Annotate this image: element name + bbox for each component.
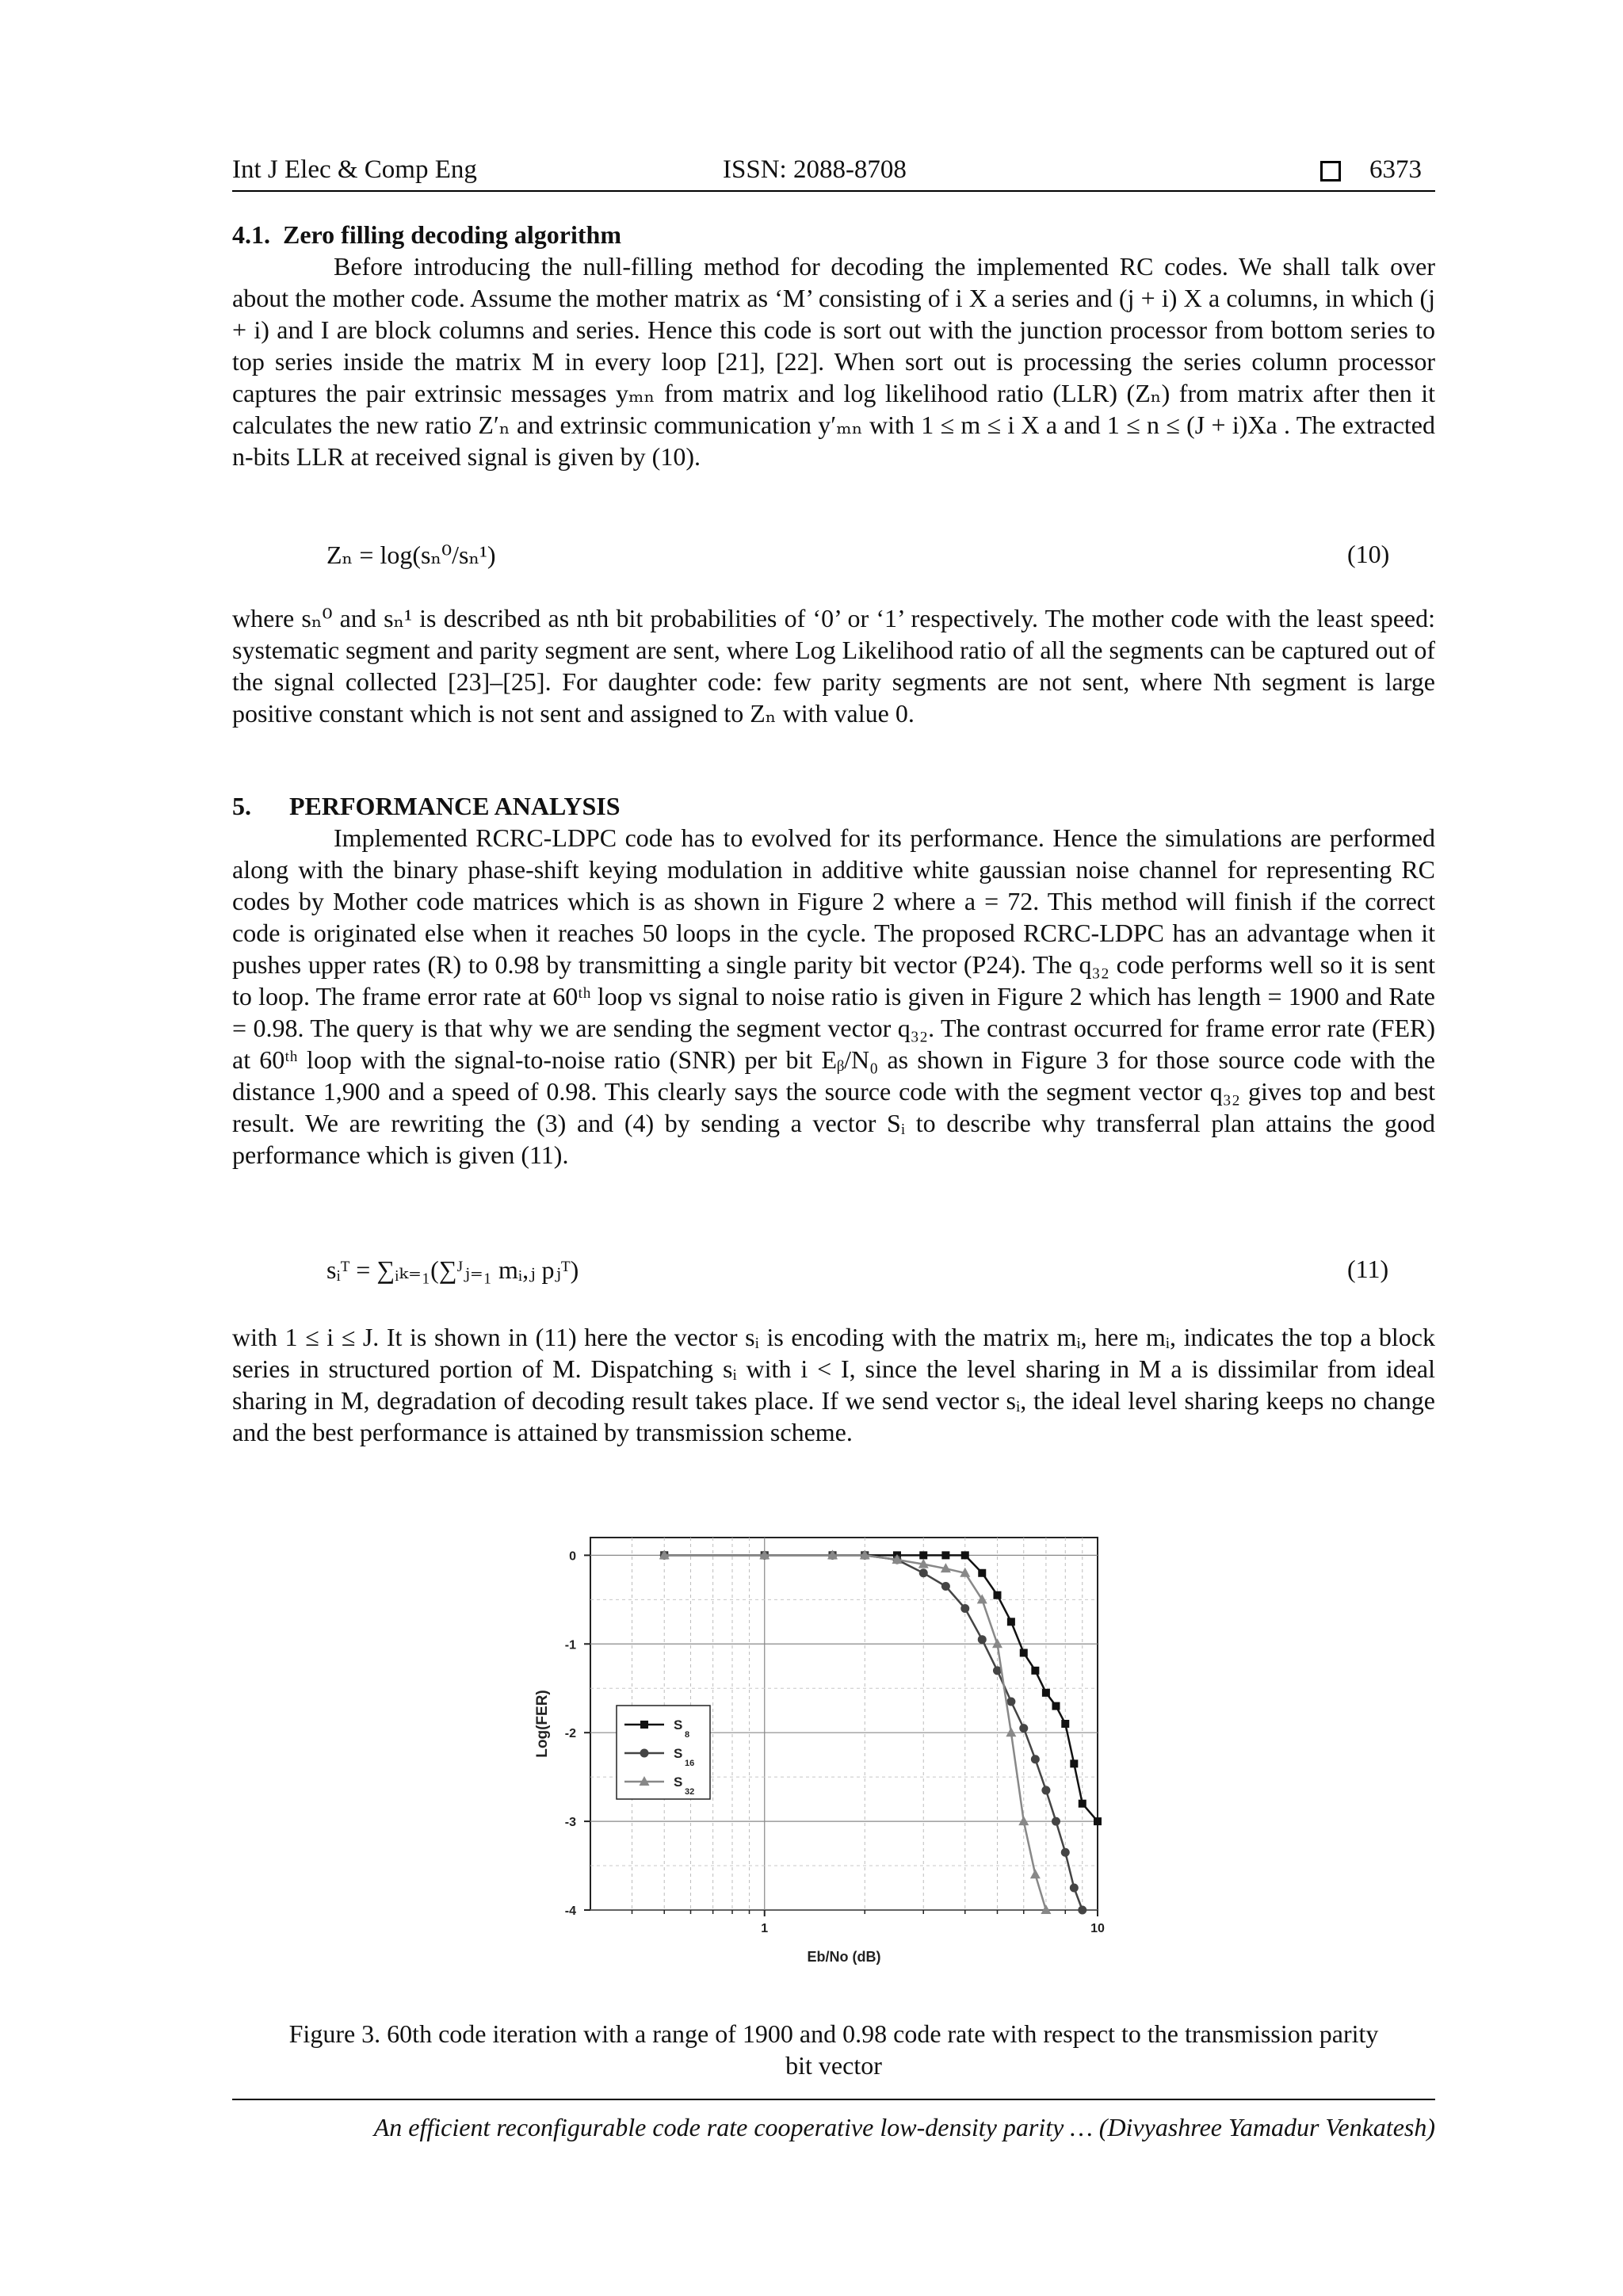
data-point-s16 [941, 1582, 950, 1591]
page-number: 6373 [1369, 155, 1422, 184]
legend-label: S [674, 1746, 683, 1761]
equation-number-11: (11) [1347, 1255, 1389, 1283]
caption-line-2: bit vector [785, 2051, 882, 2080]
legend-label: S [674, 1717, 683, 1733]
data-point-s16 [978, 1635, 987, 1644]
legend-marker [640, 1749, 649, 1758]
data-point-s16 [1041, 1786, 1050, 1794]
figure-caption [232, 2018, 1435, 2081]
equation-number-10: (10) [1347, 540, 1390, 568]
y-tick-label: -4 [564, 1904, 576, 1918]
checkbox-icon [1320, 161, 1341, 181]
data-point-s8 [978, 1569, 986, 1577]
data-point-s16 [1031, 1755, 1040, 1763]
data-point-s8 [1020, 1648, 1028, 1656]
section-heading: 4.1. Zero filling decoding algorithm [232, 220, 621, 249]
paragraph: Before introducing the null-filling method for decoding the implemented RC codes. We shall talk over about the mother code. Assume the mother matrix as ‘M’ consisting of i X a series and (j + i) X a columns, in which (j + i) and I are block columns and series. Hence this code is sort out with the junction processor from bottom series to top series inside the matrix M in every loop [21], [22]. When sort out is processing the series column processor captures the pair extrinsic messages yₘₙ from matrix and log likelihood ratio (LLR) (Zₙ) from matrix after then it calculates the new ratio Z′ₙ and extrinsic communication y′ₘₙ with 1 ≤ m ≤ i X a and 1 ≤ n ≤ (J + i)Xa . The extracted n-bits LLR at received signal is given by (10). [232, 252, 1435, 471]
data-point-s16 [960, 1604, 969, 1613]
y-tick-label: -1 [564, 1638, 576, 1652]
data-point-s8 [1007, 1618, 1015, 1626]
paragraph: where sₙ⁰ and sₙ¹ is described as nth bit probabilities of ‘0’ or ‘1’ respectively. The mother code with the least speed: systematic segment and parity segment are sent, where Log Likelihood ratio of all the segments can be captured out of the signal collected [23]–[25]. For daughter code: few parity segments are not sent, where Nth segment is large positive constant which is not sent and assigned to Zₙ with value 0. [232, 604, 1435, 728]
paragraph: with 1 ≤ i ≤ J. It is shown in (11) here the vector sᵢ is encoding with the matrix mᵢ, here mᵢ, indicates the top a block series in structured portion of M. Dispatching sᵢ with i < I, since the level sharing in M a is dissimilar from ideal sharing in M, degradation of decoding result takes place. If we send vector sᵢ, the ideal level sharing keeps no change and the best performance is attained by transmission scheme. [232, 1323, 1435, 1446]
data-point-s8 [1070, 1759, 1078, 1767]
legend-label-subscript: 32 [685, 1787, 695, 1797]
data-point-s8 [941, 1551, 949, 1559]
data-point-s8 [1052, 1702, 1060, 1710]
legend-label: S [674, 1775, 683, 1790]
legend-label-subscript: 8 [685, 1730, 690, 1740]
data-point-s8 [1079, 1800, 1086, 1808]
data-point-s16 [1061, 1848, 1070, 1857]
y-tick-label: -3 [564, 1816, 576, 1830]
section-4-1 [232, 219, 1435, 472]
data-point-s8 [961, 1551, 969, 1559]
section-5 [232, 790, 1435, 1171]
footer-text: An efficient reconfigurable code rate cooperative low-density parity … (Divyashree Yamadur Venkatesh) [373, 2113, 1435, 2141]
paragraph: Implemented RCRC-LDPC code has to evolved for its performance. Hence the simulations are performed along with the binary phase-shift keying modulation in additive white gaussian noise channel for representing RC codes by Mother code matrices which is as shown in Figure 2 where a = 72. This method will finish if the correct code is originated else when it reaches 50 loops in the cycle. The proposed RCRC-LDPC has an advantage when it pushes upper rates (R) to 0.98 by transmitting a single parity bit vector (P24). The q₃₂ code performs well so it is sent to loop. The frame error rate at 60ᵗʰ loop vs signal to noise ratio is given in Figure 2 which has length = 1900 and Rate = 0.98. The query is that why we are sending the segment vector q₃₂. The contrast occurred for frame error rate (FER) at 60ᵗʰ loop with the signal-to-noise ratio (SNR) per bit Eᵦ/N₀ as shown in Figure 3 for those source code with the distance 1,900 and a speed of 0.98. This clearly says the source code with the segment vector q₃₂ gives top and best result. We are rewriting the (3) and (4) by sending a vector Sᵢ to describe why transferral plan attains the good performance which is given (11). [232, 823, 1435, 1169]
data-point-s16 [1078, 1906, 1086, 1915]
legend-marker [640, 1721, 648, 1729]
data-point-s16 [1019, 1724, 1028, 1733]
y-axis-label: Log(FER) [534, 1690, 551, 1758]
data-point-s8 [1031, 1667, 1039, 1675]
fer-chart [515, 1498, 1165, 1997]
page-number-wrapper [1320, 155, 1422, 185]
footer-rule [232, 2099, 1435, 2100]
legend-label-subscript: 16 [685, 1759, 695, 1768]
data-point-s8 [1094, 1817, 1102, 1825]
data-point-s16 [919, 1568, 928, 1577]
y-tick-label: -2 [564, 1727, 576, 1741]
x-tick-label: 1 [761, 1922, 769, 1935]
data-point-s8 [993, 1591, 1001, 1599]
x-axis-label: Eb/No (dB) [807, 1949, 881, 1965]
equation-11: sᵢᵀ = ∑ᵢₖ₌₁(∑ᴶⱼ₌₁ mᵢ,ⱼ pⱼᵀ) [327, 1255, 579, 1284]
caption-line-1: Figure 3. 60th code iteration with a range of 1900 and 0.98 code rate with respect to the transmission parity [288, 2019, 1379, 2048]
data-point-s8 [1061, 1720, 1069, 1728]
data-point-s8 [919, 1551, 927, 1559]
data-point-s8 [1042, 1689, 1050, 1697]
journal-name: Int J Elec & Comp Eng [232, 155, 477, 184]
header-rule [232, 190, 1435, 192]
equation-10: Zₙ = log(sₙ⁰/sₙ¹) [327, 541, 496, 569]
data-point-s16 [1070, 1884, 1079, 1893]
section-heading: 5. PERFORMANCE ANALYSIS [232, 792, 621, 820]
y-tick-label: 0 [569, 1549, 576, 1564]
data-point-s16 [1052, 1817, 1060, 1826]
issn: ISSN: 2088-8708 [723, 155, 907, 184]
data-point-s16 [1006, 1698, 1015, 1706]
x-tick-label: 10 [1090, 1922, 1105, 1935]
